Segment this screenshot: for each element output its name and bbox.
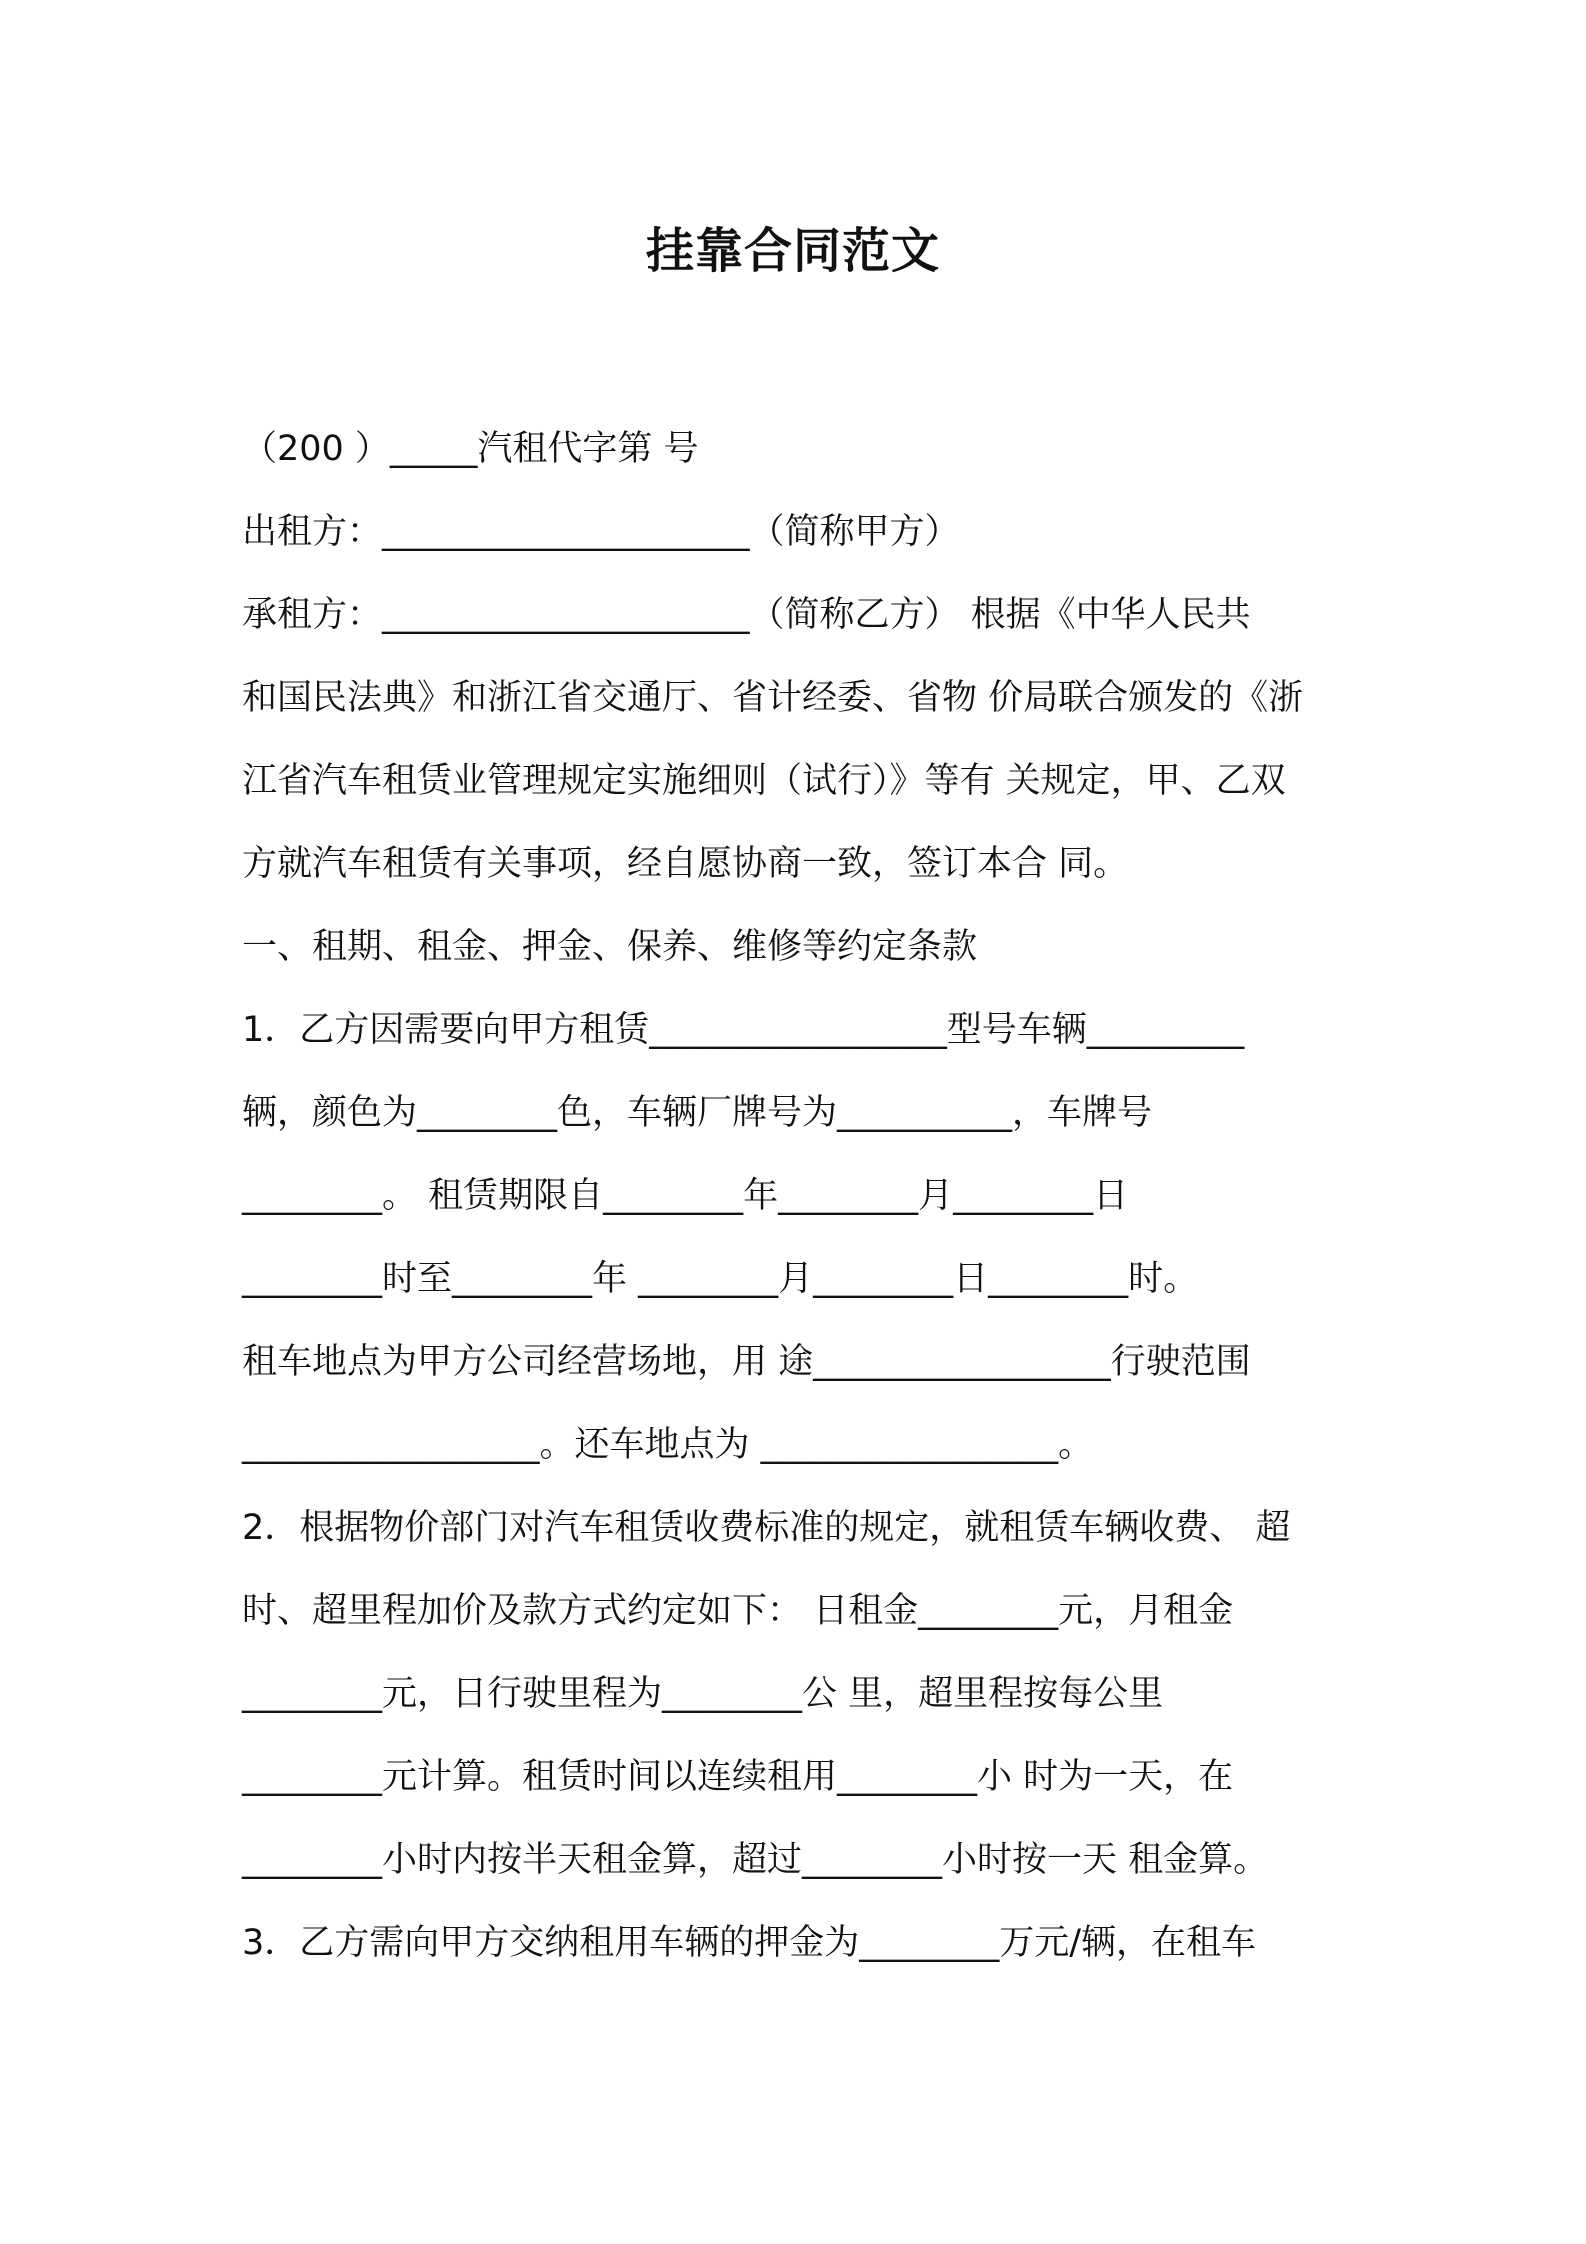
lessee-line: 承租方：_____________________（简称乙方） 根据《中华人民共 <box>242 595 1251 635</box>
preamble-line: 江省汽车租赁业管理规定实施细则（试行）》等有 关规定，甲、乙双 <box>242 761 1286 801</box>
contract-number-line: （200 ）_____汽租代字第 号 <box>242 429 699 469</box>
preamble-line: 和国民法典》和浙江省交通厅、省计经委、省物 价局联合颁发的《浙 <box>242 678 1304 718</box>
clause-1-line: 1．乙方因需要向甲方租赁_________________型号车辆_________ <box>242 1010 1245 1050</box>
clause-3-line: 3．乙方需向甲方交纳租用车辆的押金为________万元/辆，在租车 <box>242 1923 1257 1963</box>
document-title: 挂靠合同范文 <box>645 223 940 279</box>
clause-2-line: 时、超里程加价及款方式约定如下： 日租金________元，月租金 <box>242 1591 1234 1631</box>
lessor-line: 出租方：_____________________（简称甲方） <box>242 512 960 552</box>
clause-2-line: ________小时内按半天租金算，超过________小时按一天 租金算。 <box>242 1840 1269 1880</box>
clause-2-line: ________元计算。租赁时间以连续租用________小 时为一天，在 <box>242 1757 1234 1797</box>
clause-1-line: ________。 租赁期限自________年________月________日 <box>242 1176 1129 1216</box>
section-heading: 一、租期、租金、押金、保养、维修等约定条款 <box>242 927 978 967</box>
clause-1-line: _________________。还车地点为 _________________。 <box>242 1425 1094 1465</box>
clause-2-line: ________元，日行驶里程为________公 里，超里程按每公里 <box>242 1674 1164 1714</box>
preamble-line: 方就汽车租赁有关事项，经自愿协商一致，签订本合 同。 <box>242 844 1129 884</box>
clause-1-line: 辆，颜色为________色，车辆厂牌号为__________，车牌号 <box>242 1093 1153 1133</box>
document-body <box>242 408 1362 1985</box>
clause-1-line: ________时至________年 ________月________日________时。 <box>242 1259 1199 1299</box>
clause-2-line: 2．根据物价部门对汽车租赁收费标准的规定，就租赁车辆收费、 超 <box>242 1508 1291 1548</box>
clause-1-line: 租车地点为甲方公司经营场地，用 途_________________行驶范围 <box>242 1342 1251 1382</box>
